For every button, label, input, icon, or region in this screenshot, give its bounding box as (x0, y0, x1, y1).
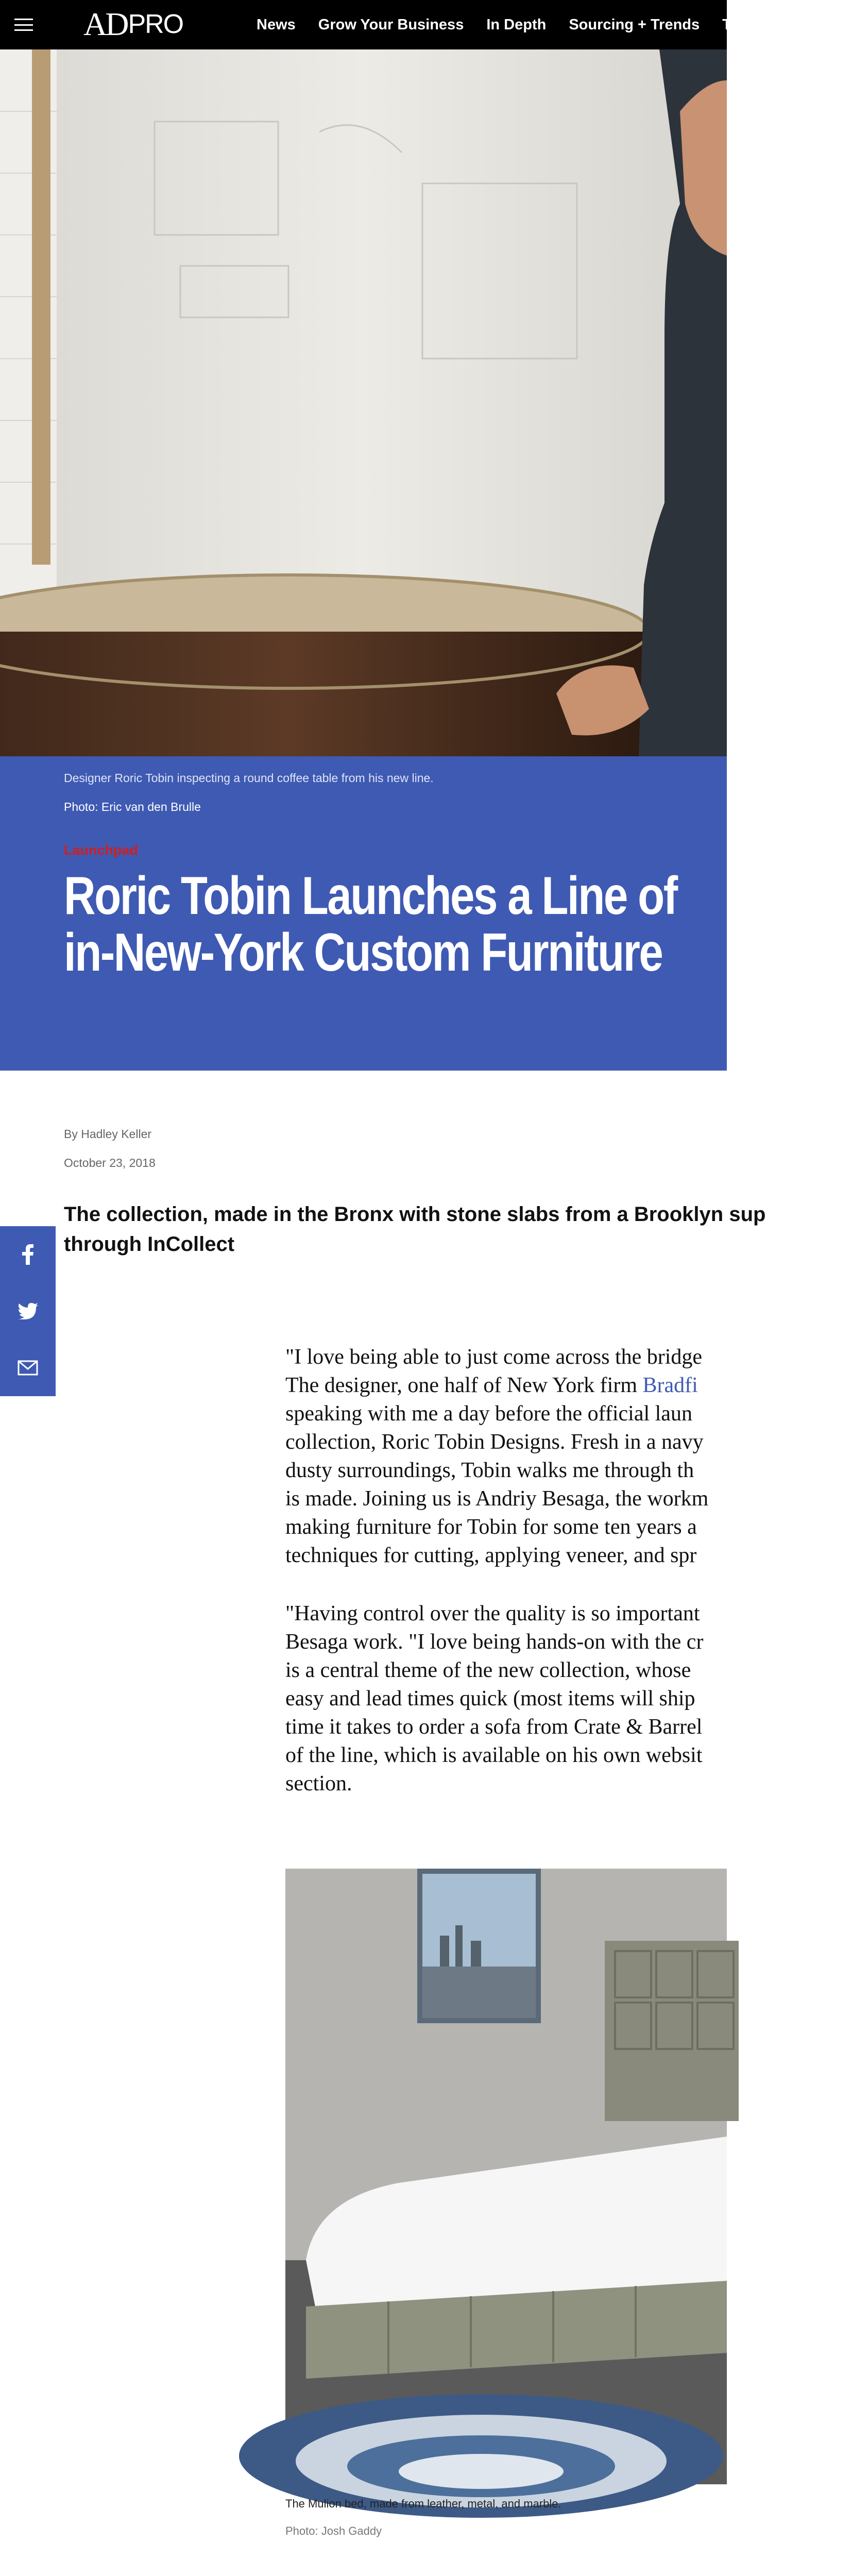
p1-line-8: techniques for cutting, applying veneer, and spr (285, 1544, 697, 1567)
hero-caption: Designer Roric Tobin inspecting a round coffee table from his new line. (64, 771, 434, 785)
p1-line-2 (285, 1371, 852, 1400)
bradfield-link[interactable]: Bradfi (642, 1374, 698, 1397)
share-rail (0, 1226, 56, 1396)
p1-line-6: is made. Joining us is Andriy Besaga, the workm (285, 1487, 709, 1511)
facebook-icon[interactable] (0, 1226, 56, 1283)
p2-line-2: Besaga work. "I love being hands-on with the cr (285, 1630, 704, 1654)
dek (64, 1199, 837, 1259)
figure-1-credit: Photo: Josh Gaddy (285, 2524, 382, 2537)
p2-line-3: is a central theme of the new collection, whose (285, 1658, 691, 1682)
p2-line-7: section. (285, 1772, 352, 1795)
p1-line-7: making furniture for Tobin for some ten years a (285, 1515, 697, 1539)
p2-line-6: of the line, which is available on his own websit (285, 1743, 703, 1767)
email-icon[interactable] (0, 1340, 56, 1396)
p2-line-5: time it takes to order a sofa from Crate & Barrel (285, 1715, 703, 1739)
nav-links (257, 0, 763, 49)
p1-line-1: "I love being able to just come across the bridge (285, 1345, 703, 1369)
byline[interactable]: By Hadley Keller (64, 1127, 152, 1141)
logo-pro: PRO (128, 9, 183, 39)
figure-mulion-bed (285, 1869, 727, 2484)
headline (64, 868, 697, 981)
site-logo[interactable] (83, 7, 183, 41)
nav-link-grow-your-business[interactable]: Grow Your Business (318, 16, 464, 33)
paragraph-2 (285, 1600, 852, 1798)
p1-line-3: speaking with me a day before the official laun (285, 1402, 692, 1426)
dek-line-1: The collection, made in the Bronx with stone slabs from a Brooklyn sup (64, 1203, 766, 1226)
nav-link-the-a[interactable]: The A (722, 16, 763, 33)
p1-line-4: collection, Roric Tobin Designs. Fresh in a navy (285, 1430, 704, 1454)
nav-link-sourcing-trends[interactable]: Sourcing + Trends (569, 16, 700, 33)
dek-line-2: through InCollect (64, 1233, 235, 1256)
publish-date: October 23, 2018 (64, 1156, 156, 1170)
menu-icon[interactable] (14, 19, 33, 31)
rubric-link[interactable]: Launchpad (64, 842, 139, 858)
p2-line-1: "Having control over the quality is so important (285, 1602, 700, 1625)
headline-line-1: Roric Tobin Launches a Line of (64, 866, 677, 926)
top-nav (0, 0, 763, 49)
nav-link-in-depth[interactable]: In Depth (486, 16, 547, 33)
paragraph-1 (285, 1343, 852, 1570)
p1-line-5: dusty surroundings, Tobin walks me through th (285, 1459, 694, 1482)
figure-1-caption: The Mulion bed, made from leather, metal, and marble. (285, 2497, 561, 2510)
hero-image (0, 49, 727, 756)
twitter-icon[interactable] (0, 1283, 56, 1340)
logo-ad: AD (83, 6, 127, 42)
nav-link-news[interactable]: News (257, 16, 296, 33)
hero-credit: Photo: Eric van den Brulle (64, 800, 201, 814)
p2-line-4: easy and lead times quick (most items will ship (285, 1687, 695, 1710)
headline-line-2: in-New-York Custom Furniture (64, 923, 662, 982)
hero-photo-illustration (0, 49, 727, 756)
p1-line-2-prefix: The designer, one half of New York firm (285, 1374, 643, 1397)
bed-photo-illustration (285, 1869, 727, 2484)
